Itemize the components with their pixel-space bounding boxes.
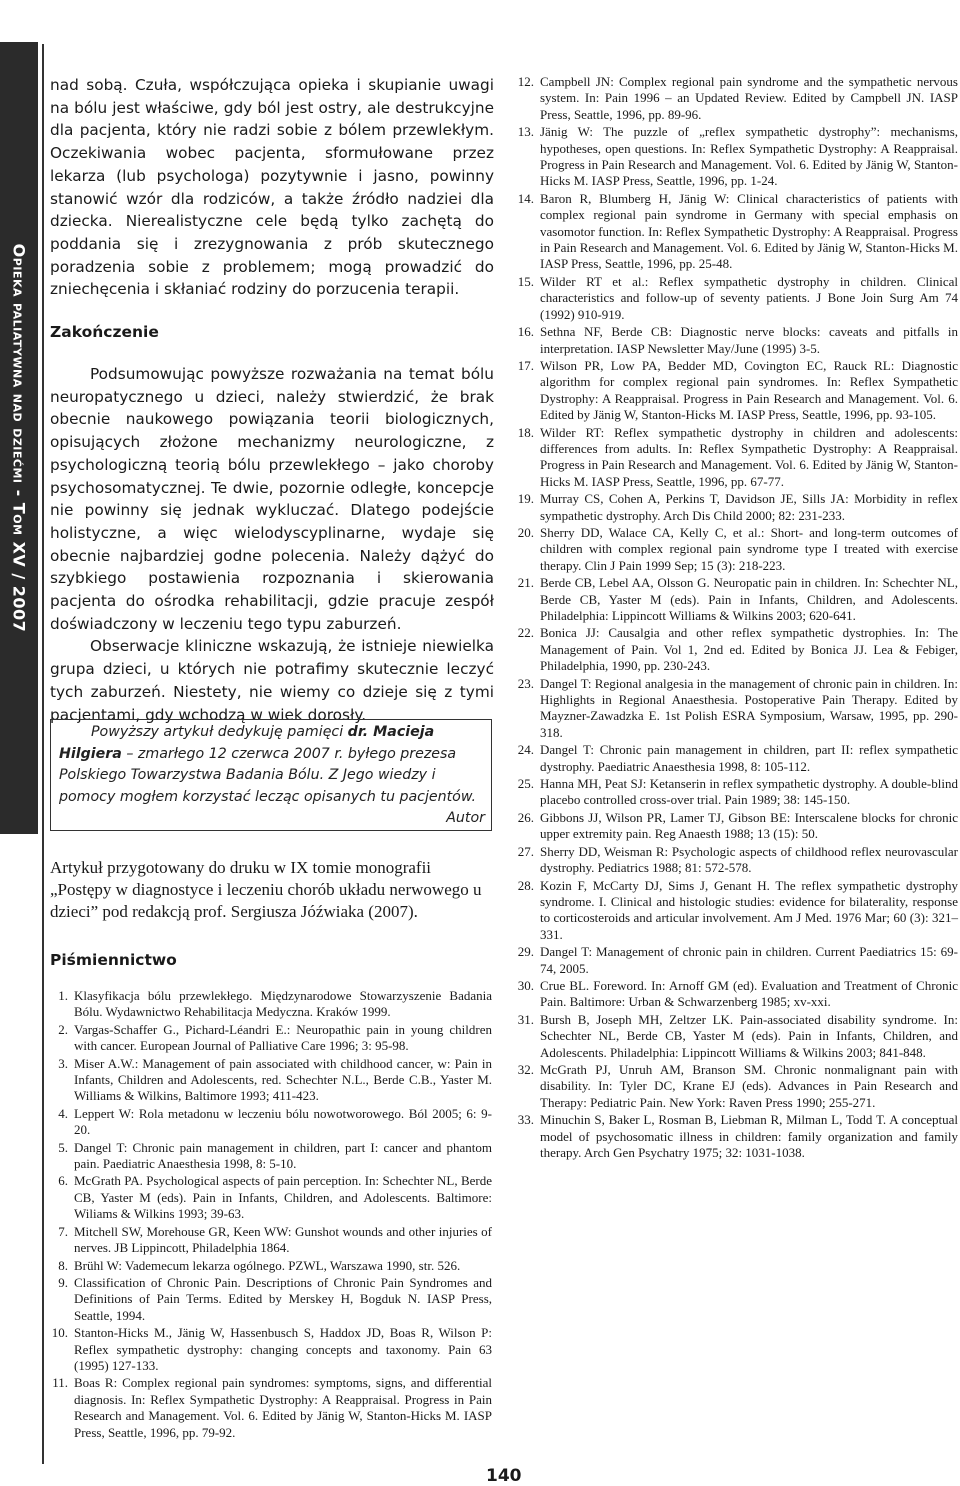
reference-number: 4. <box>58 1105 68 1121</box>
reference-number: 11. <box>52 1375 68 1391</box>
publication-note: Artykuł przygotowany do druku w IX tomie monografii „Postępy w diagnostyce i leczeniu chorób układu nerwowego u dzieci” pod redakcją prof. Sergiusza Jóźwiaka (2007). <box>50 858 482 921</box>
reference-text: Brühl W: Vademecum lekarza ogólnego. PZWL, Warszawa 1990, str. 526. <box>74 1257 461 1273</box>
reference-text: Minuchin S, Baker L, Rosman B, Liebman R, Milman L, Todd T. A conceptual model of psychosomatic illness in children: family organization and family therapy. Arch Gen Psychatry 1975; 32: 1031-1038. <box>540 1112 958 1160</box>
reference-number: 5. <box>58 1139 68 1155</box>
reference-text: Crue BL. Foreword. In: Arnoff GM (ed). Evaluation and Treatment of Chronic Pain. Baltimore: Urban & Schwarzenberg 1985; xv-xxi. <box>540 977 958 1010</box>
reference-item <box>50 1056 492 1105</box>
reference-number: 16. <box>517 324 534 340</box>
reference-text: Bonica JJ: Causalgia and other reflex sympathetic dystrophies. In: The Management of Pain. Vol 1, 2nd ed. Edited by Bonica JJ. Lea & Febiger, Philadelphia, 1990, pp. 230-243. <box>540 625 958 674</box>
reference-number: 17. <box>517 357 534 373</box>
reference-text: Sherry DD, Walace CA, Kelly C, et al.: Short- and long-term outcomes of children with complex regional pain syndrome type I treated with exercise therapy. Clin J Pain 1999 Sep; 15 (3): 218-223. <box>540 524 958 573</box>
reference-number: 27. <box>517 843 534 859</box>
reference-text: Classification of Chronic Pain. Descriptions of Chronic Pain Syndromes and Definitions of Pain Terms. Edited by Merskey H, Bogduk N. IASP Press, Seattle, 1994. <box>74 1274 492 1323</box>
reference-text: Mitchell SW, Morehouse GR, Keen WW: Gunshot wounds and other injuries of nerves. JB Lippincott, Philadelphia 1864. <box>74 1223 492 1256</box>
reference-item <box>514 191 958 273</box>
reference-number: 19. <box>517 491 534 507</box>
main-column <box>50 74 494 726</box>
reference-text: Berde CB, Lebel AA, Olsson G. Neuropatic pain in children. In: Schechter NL, Berde CB, Yaster M (eds). Pain in Infants, Children, and Adolescents. Philadelphia: Lippincott Williams & Wilkins 2003; 620-641. <box>540 575 958 623</box>
reference-item <box>514 575 958 624</box>
reference-number: 13. <box>517 124 534 140</box>
reference-number: 15. <box>517 273 534 289</box>
reference-text: Klasyfikacja bólu przewlekłego. Międzynarodowe Stowarzyszenie Badania Bólu. Wydawnictwo Rehabilitacja Medyczna. Kraków 1999. <box>74 988 492 1020</box>
reference-text: Dangel T: Regional analgesia in the management of chronic pain in children. In: Highlights in Regional Anaesthesia. Postoperative Pain Therapy. Edited by Mayzner-Zawadzka E. 1st Polish ESRA Symposium, Warsaw, 1995, pp. 290-318. <box>540 675 958 740</box>
reference-number: 29. <box>517 944 534 960</box>
reference-text: Miser A.W.: Management of pain associated with childhood cancer, w: Pain in Infants, Children and Adolescents, red. Schechter N.L., Berde C.B., Yaster M. Williams & Wilkins, Baltimore 1993; 411-423. <box>74 1055 492 1104</box>
reference-number: 23. <box>517 675 534 691</box>
reference-number: 31. <box>517 1011 534 1027</box>
reference-item <box>50 1173 492 1222</box>
reference-item <box>50 1022 492 1055</box>
reference-text: Kozin F, McCarty DJ, Sims J, Genant H. The reflex sympathetic dystrophy syndrome. I. Clinical and histologic studies: evidence for bilaterality, response to corticosteroids and articular involvement. Am J Med. 1976 Mar; 60 (3): 321–331. <box>540 877 958 942</box>
dedication-name: dr. Macieja Hilgiera <box>59 724 435 762</box>
reference-text: Boas R: Complex regional pain syndromes: symptoms, signs, and differential diagnosis. In: Reflex Sympathetic Dystrophy: A Reappraisal. Progress in Pain Research and Management. Vol. 6. Edited by Jänig W, Stanton-Hicks M. IASP Press, Seattle, 1996, pp. 79-92. <box>74 1375 492 1440</box>
references-list-right <box>514 74 958 1162</box>
dedication-box <box>50 719 492 831</box>
reference-item <box>514 978 958 1011</box>
page-number: 140 <box>486 1466 522 1486</box>
reference-item <box>514 425 958 491</box>
reference-number: 32. <box>517 1061 534 1077</box>
reference-text: Jänig W: The puzzle of „reflex sympathetic dystrophy”: mechanisms, hypotheses, open questions. In: Reflex Sympathetic Dystrophy: A Reappraisal. Progress in Pain Research and Management. Vol. 6. Edited by Jänig W, Stanton-Hicks M. IASP Press, Seattle, 1996, pp. 1-24. <box>540 124 958 189</box>
reference-number: 1. <box>58 988 68 1003</box>
reference-item <box>514 776 958 809</box>
reference-item <box>50 1258 492 1274</box>
reference-item <box>514 74 958 123</box>
reference-number: 20. <box>517 524 534 540</box>
reference-text: Vargas-Schaffer G., Pichard-Léandri E.: Neuropathic pain in young children with cancer. European Journal of Palliative Care 1996; 3: 95-98. <box>74 1021 492 1054</box>
reference-number: 25. <box>517 776 534 792</box>
reference-item <box>514 810 958 843</box>
references-heading: Piśmiennictwo <box>50 951 177 969</box>
reference-number: 28. <box>517 877 534 893</box>
reference-item <box>514 491 958 524</box>
reference-item <box>50 1140 492 1173</box>
reference-text: Wilson PR, Low PA, Bedder MD, Covington EC, Rauck RL: Diagnostic algorithm for complex regional pain syndromes. In: Reflex Sympathetic Dystrophy: A Reappraisal. Progress in Pain Research and Management. Vol. 6. Edited by Jänig W, Stanton-Hicks M. IASP Press, Seattle, 1996, pp. 93-105. <box>540 357 958 423</box>
reference-item <box>514 1062 958 1111</box>
reference-number: 21. <box>517 575 534 591</box>
reference-number: 18. <box>517 424 534 440</box>
reference-text: Stanton-Hicks M., Jänig W, Hassenbusch S, Haddox JD, Boas R, Wilson P: Reflex sympathetic dystrophy: changing concepts and taxonomy. Pain 63 (1995) 127-133. <box>74 1325 492 1373</box>
reference-text: Wilder RT et al.: Reflex sympathetic dystrophy in children. Clinical characteristics and follow-up of seventy patients. J Bone Join Surg Am 74 (1992) 910-919. <box>540 273 958 322</box>
dedication-before: Powyższy artykuł dedykuję pamięci <box>91 724 348 740</box>
reference-number: 14. <box>517 190 534 206</box>
references-list-left <box>50 988 492 1442</box>
conclusion-paragraph-2: Obserwacje kliniczne wskazują, że istnieje niewielka grupa dzieci, u których nie potrafimy skutecznie leczyć tych zaburzeń. Niestety, nie wiemy co dzieje się z tymi pacjentami, gdy wchodzą w wiek dorosły. <box>50 637 494 724</box>
reference-text: Bursh B, Joseph MH, Zeltzer LK. Pain-associated disability syndrome. In: Schechter NL, Berde CB, Yaster M (eds). Pain in Infants, Children, and Adolescents. Philadelphia: Lippincott Williams & Wilkins 2003; 841-848. <box>540 1011 958 1060</box>
reference-item <box>50 988 492 1021</box>
reference-number: 22. <box>517 625 534 641</box>
reference-number: 9. <box>58 1274 68 1290</box>
reference-number: 8. <box>58 1257 68 1273</box>
dedication-after: – zmarłego 12 czerwca 2007 r. byłego prezesa Polskiego Towarzystwa Badania Bólu. Z Jego wiedzy i pomocy mogłem korzystać lecząc opisanych tu pacjentów. <box>59 745 477 805</box>
reference-text: McGrath PJ, Unruh AM, Branson SM. Chronic nonmalignant pain with disability. In: Tyler DC, Krane EJ (eds). Advances in Pain Research and Therapy: Pediatric Pain. New York: Raven Press 1990; 255-271. <box>540 1061 958 1110</box>
reference-text: Sethna NF, Berde CB: Diagnostic nerve blocks: caveats and pitfalls in interpretation. IASP Newsletter May/June (1995) 3-5. <box>540 324 958 356</box>
reference-item <box>50 1224 492 1257</box>
reference-text: Campbell JN: Complex regional pain syndrome and the sympathetic nervous system. In: Pain 1996 – an Updated Review. Edited by Campbell JN. IASP Press, Seattle, 1996, pp. 89-96. <box>540 74 958 122</box>
conclusion-heading: Zakończenie <box>50 323 159 342</box>
reference-number: 33. <box>517 1112 534 1128</box>
reference-item <box>514 676 958 742</box>
reference-number: 26. <box>517 809 534 825</box>
reference-number: 3. <box>58 1055 68 1071</box>
reference-item <box>514 878 958 944</box>
reference-number: 6. <box>58 1173 68 1189</box>
reference-text: Gibbons JJ, Wilson PR, Lamer TJ, Gibson BE: Interscalene blocks for chronic upper extremity pain. Reg Anaesth 1988; 13 (15): 50. <box>540 809 958 842</box>
reference-item <box>514 324 958 357</box>
sidebar <box>0 0 38 1486</box>
reference-text: Wilder RT: Reflex sympathetic dystrophy in children and adolescents: differences from adults. In: Reflex Sympathetic Dystrophy: A Reappraisal. Progress in Pain Research and Management. Vol. 6. Edited by Jänig W, Stanton-Hicks M. IASP Press, Seattle, 1996, pp. 67-77. <box>540 424 958 489</box>
reference-text: Baron R, Blumberg H, Jänig W: Clinical characteristics of patients with complex regional pain syndrome in Germany with special emphasis on vasomotor function. In: Reflex Sympathetic Dystrophy: A Reappraisal. Progress in Pain Research and Management. Vol. 6. Edited by Jänig W, Stanton-Hicks M. IASP Press, Seattle, 1996, pp. 25-48. <box>540 190 958 272</box>
reference-text: Hanna MH, Peat SJ: Ketanserin in reflex sympathetic dystrophy. A double-blind placebo controlled cross-over trial. Pain 1989; 38: 145-150. <box>540 776 958 808</box>
reference-text: McGrath PA. Psychological aspects of pain perception. In: Schechter NL, Berde CB, Yaster M (eds). Pain in Infants, Children, and Adolescents. Baltimore: Wiliams & Wilkins 1993; 39-63. <box>74 1173 492 1222</box>
reference-item <box>514 358 958 424</box>
reference-text: Leppert W: Rola metadonu w leczeniu bólu nowotworowego. Ból 2005; 6: 9-20. <box>74 1105 492 1138</box>
reference-text: Dangel T: Chronic pain management in children, part I: cancer and phantom pain. Paediatric Anaesthesia 1998, 8: 5-10. <box>74 1139 492 1172</box>
reference-item <box>514 1112 958 1161</box>
intro-paragraph: nad sobą. Czuła, współczująca opieka i skupianie uwagi na bólu jest właściwe, gdy ból jest ostry, ale destrukcyjne dla pacjenta, który nie radzi sobie z bólem przewlekłym. Oczekiwania wobec pacjenta, sformułowane przez lekarza (lub psychologa) pozytywnie i jasno, powinny stanowić wzór dla rodziców, a także źródło nadziei dla dziecka. Nierealistyczne cele będą tylko zachętą do poddania się i zrezygnowania z prób skutecznego poradzenia sobie z problemem; mogą prowadzić do zniechęcenia i skłaniać rodziny do porzucenia terapii. <box>50 76 494 299</box>
reference-number: 12. <box>517 74 534 89</box>
conclusion-paragraph-1: Podsumowując powyższe rozważania na temat bólu neuropatycznego u dzieci, należy stwierdzić, że brak obecnie naukowego powiązania teorii biologicznych, opisujących złożone mechanizmy neurologiczne, z psychologiczną teorią bólu przewlekłego – jako choroby psychosomatycznej. Te dwie, pozornie odległe, koncepcje nie powinny się jednak wykluczać. Dlatego podejście holistyczne, a więc wielodyscyplinarne, wydaje się obecnie najbardziej godne polecenia. Należy dążyć do szybkiego postawienia rozpoznania i skierowania pacjenta do ośrodka rehabilitacji, gdzie pracuje zespół doświadczony w leczeniu tego typu zaburzeń. <box>50 365 494 633</box>
reference-item <box>50 1325 492 1374</box>
reference-item <box>514 274 958 323</box>
reference-number: 2. <box>58 1021 68 1037</box>
reference-text: Dangel T: Chronic pain management in children, part II: reflex sympathetic dystrophy. Paediatric Anaesthesia 1998, 8: 105-112. <box>540 742 958 774</box>
reference-number: 24. <box>517 742 534 758</box>
reference-number: 10. <box>51 1325 68 1341</box>
journal-title: Opieka paliatywna nad dziećmi - Tom XV / 2007 <box>9 243 29 633</box>
reference-item <box>514 1012 958 1061</box>
reference-item <box>514 124 958 190</box>
reference-number: 7. <box>58 1223 68 1239</box>
reference-item <box>514 844 958 877</box>
reference-item <box>50 1106 492 1139</box>
reference-text: Sherry DD, Weisman R: Psychologic aspects of childhood reflex neurovascular dystrophy. Pediatrics 1988; 81: 572-578. <box>540 843 958 876</box>
dedication-author: Autor <box>446 810 485 826</box>
dedication-text <box>59 722 485 808</box>
reference-item <box>514 525 958 574</box>
reference-item <box>50 1375 492 1441</box>
reference-number: 30. <box>517 977 534 993</box>
reference-item <box>514 944 958 977</box>
vertical-rule <box>42 44 44 1464</box>
reference-item <box>514 742 958 775</box>
reference-text: Murray CS, Cohen A, Perkins T, Davidson JE, Sills JA: Morbidity in reflex sympathetic dystrophy. Arch Dis Child 2000; 82: 231-233. <box>540 491 958 523</box>
reference-text: Dangel T: Management of chronic pain in children. Current Paediatrics 15: 69-74, 2005. <box>540 944 958 976</box>
reference-item <box>50 1275 492 1324</box>
reference-item <box>514 625 958 674</box>
